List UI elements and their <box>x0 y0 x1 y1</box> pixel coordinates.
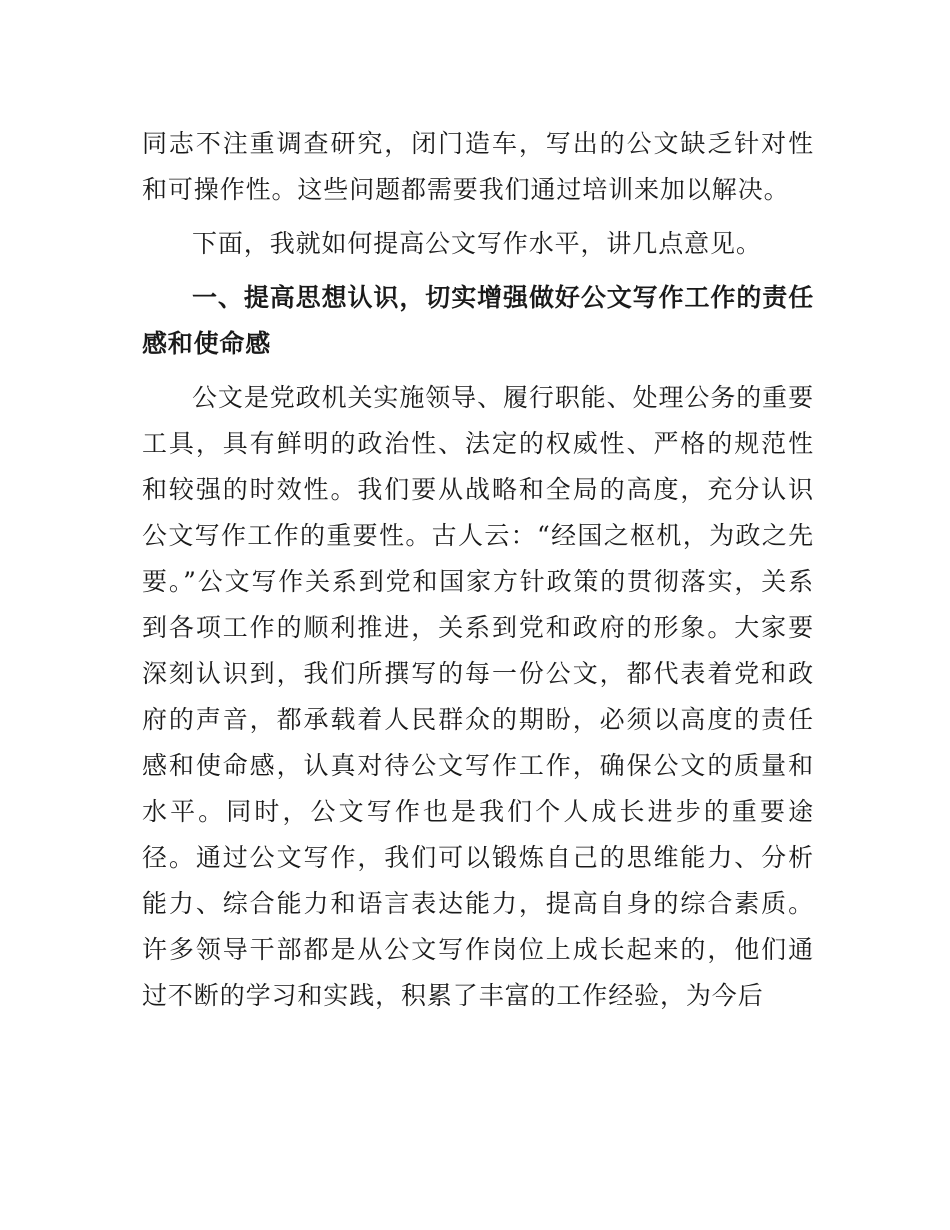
intro-paragraph: 下面，我就如何提高公文写作水平，讲几点意见。 <box>192 229 762 258</box>
body-paragraph: 公文是党政机关实施领导、履行职能、处理公务的重要工具，具有鲜明的政治性、法定的权威性、严格的规范性和较强的时效性。我们要从战略和全局的高度，充分认识公文写作工作的重要性。古人云：“经国之枢机，为政之先要。”公文写作关系到党和国家方针政策的贯彻落实，关系到各项工作的顺利推进，关系到党和政府的形象。大家要深刻认识到，我们所撰写的每一份公文，都代表着党和政府的声音，都承载着人民群众的期盼，必须以高度的责任感和使命感，认真对待公文写作工作，确保公文的质量和水平。同时，公文写作也是我们个人成长进步的重要途径。通过公文写作，我们可以锻炼自己的思维能力、分析能力、综合能力和语言表达能力，提高自身的综合素质。许多领导干部都是从公文写作岗位上成长起来的，他们通过不断的学习和实践，积累了丰富的工作经验，为今后 <box>142 383 814 1010</box>
section-heading: 一、提高思想认识，切实增强做好公文写作工作的责任感和使命感 <box>142 283 814 358</box>
continued-paragraph: 同志不注重调查研究，闭门造车，写出的公文缺乏针对性和可操作性。这些问题都需要我们通过培训来加以解决。 <box>142 129 814 204</box>
document-body <box>142 121 814 1019</box>
